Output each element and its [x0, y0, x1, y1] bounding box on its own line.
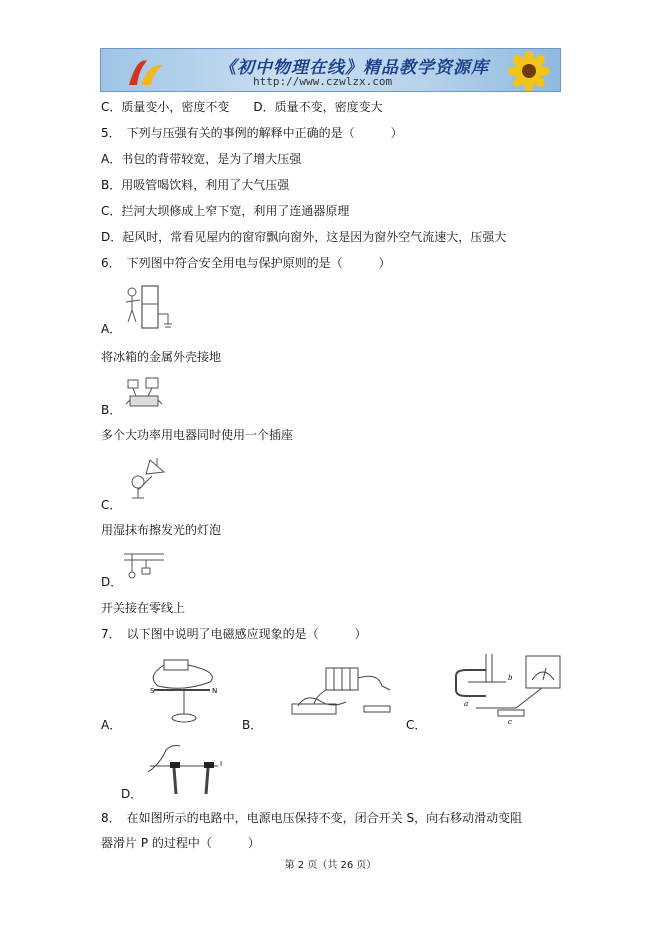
- motor-circuit-figure: [286, 662, 400, 722]
- page-number: 第 2 页（共 26 页）: [284, 860, 377, 871]
- svg-text:S: S: [150, 687, 155, 695]
- q4-options-cd: C．质量变小，密度不变 D．质量不变，密度变大: [101, 100, 383, 114]
- q5-option-a: A．书包的背带较宽，是为了增大压强: [101, 152, 302, 166]
- q6-stem: 6． 下列图中符合安全用电与保护原则的是（ ）: [101, 256, 391, 270]
- svg-text:b: b: [508, 674, 513, 682]
- q5-option-b: B．用吸管喝饮料，利用了大气压强: [101, 178, 290, 192]
- wet-cloth-bulb-figure: [124, 458, 170, 502]
- switch-on-neutral-figure: [124, 550, 164, 582]
- q7-stem: 7． 以下图中说明了电磁感应现象的是（ ）: [101, 627, 367, 641]
- q7-option-a-label: A．: [101, 718, 122, 732]
- induction-galvanometer-figure: [446, 650, 566, 724]
- svg-text:c: c: [508, 718, 512, 724]
- q6-option-a-text: 将冰箱的金属外壳接地: [101, 350, 222, 364]
- q6-option-c-text: 用湿抹布擦发光的灯泡: [101, 523, 222, 537]
- fridge-grounding-figure: [122, 284, 174, 332]
- q5-option-c: C．拦河大坝修成上窄下宽，利用了连通器原理: [101, 204, 350, 218]
- sunflower-icon: [499, 51, 557, 91]
- current-balance-figure: [146, 744, 232, 800]
- banner-url[interactable]: http://www.czwlzx.com: [253, 75, 393, 88]
- q6-option-d-letter: D．: [101, 575, 123, 589]
- q8-stem-line1: 8． 在如图所示的电路中，电源电压保持不变，闭合开关 S，向右移动滑动变阻: [101, 811, 523, 825]
- site-logo-icon: [123, 53, 169, 89]
- svg-text:N: N: [212, 687, 218, 695]
- q5-stem: 5． 下列与压强有关的事例的解释中正确的是（ ）: [101, 126, 403, 140]
- q6-option-a-letter: A．: [101, 322, 122, 336]
- site-banner: [100, 48, 561, 92]
- q5-option-d: D．起风时，常看见屋内的窗帘飘向窗外，这是因为窗外空气流速大，压强大: [101, 230, 507, 244]
- q7-option-d-label: D．: [121, 787, 143, 801]
- q6-option-c-letter: C．: [101, 498, 122, 512]
- oersted-experiment-figure: [144, 656, 224, 728]
- q6-option-b-text: 多个大功率用电器同时使用一个插座: [101, 428, 294, 442]
- q7-option-b-label: B．: [242, 718, 263, 732]
- overloaded-socket-figure: [124, 374, 164, 414]
- svg-text:a: a: [464, 700, 469, 708]
- q6-option-d-text: 开关接在零线上: [101, 601, 186, 615]
- banner-title: 《初中物理在线》精品教学资源库: [219, 58, 489, 78]
- q6-option-b-letter: B．: [101, 403, 122, 417]
- svg-text:I: I: [220, 760, 223, 768]
- q8-stem-line2: 器滑片 P 的过程中（ ）: [101, 836, 260, 850]
- q7-option-c-label: C．: [406, 718, 427, 732]
